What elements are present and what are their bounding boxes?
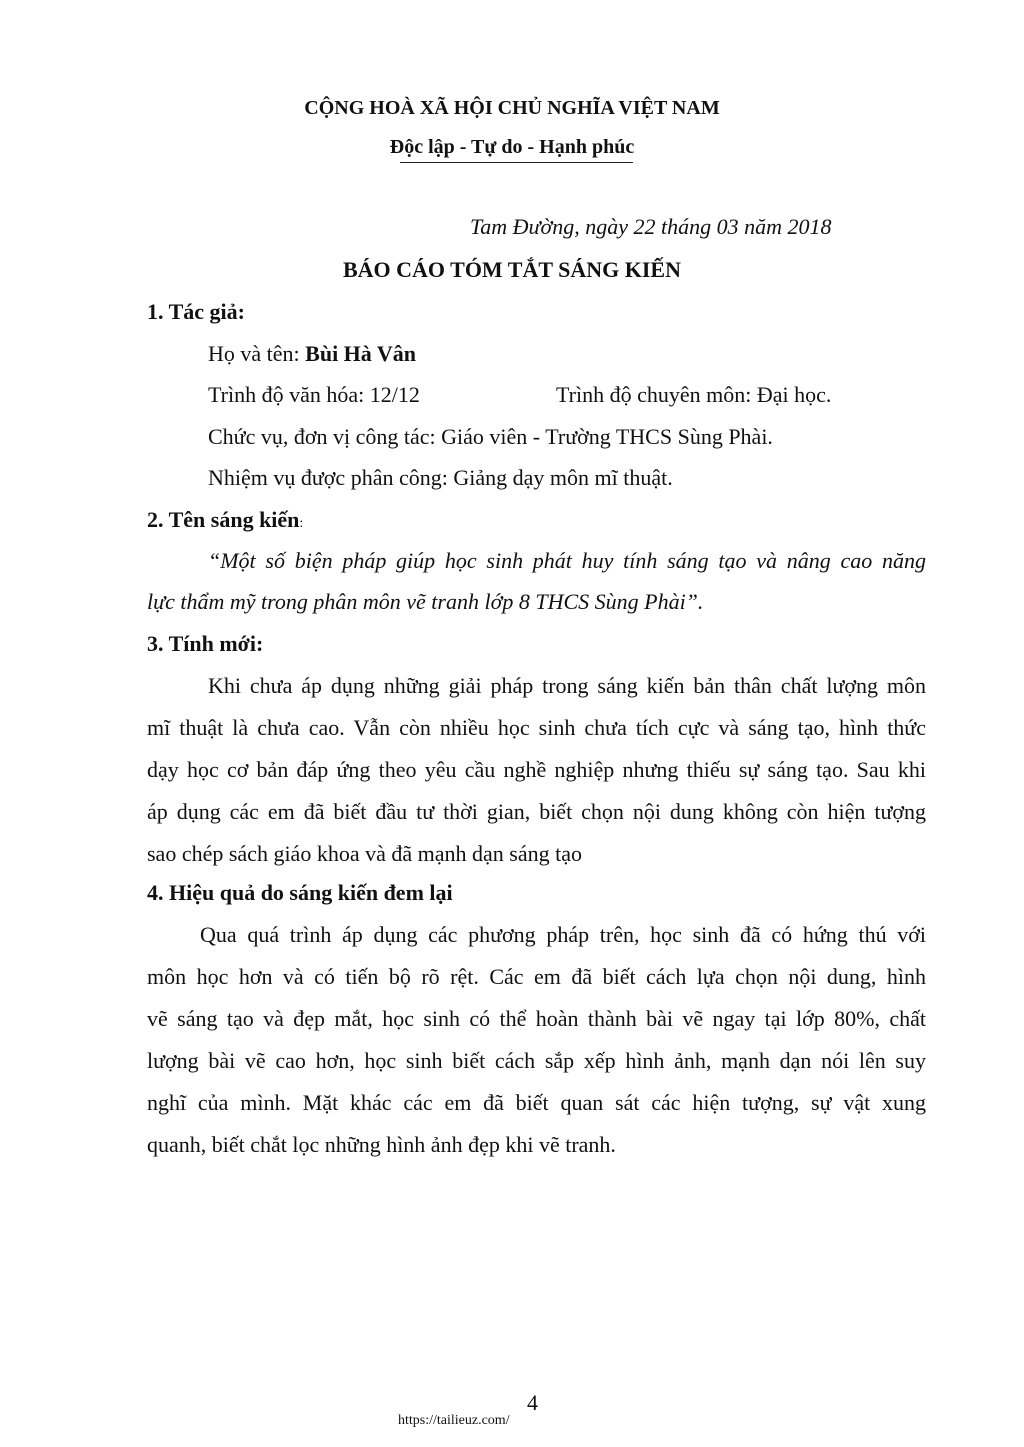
page-number: 4 (527, 1390, 538, 1415)
author-name-label: Họ và tên: (208, 341, 306, 366)
section3-heading: 3. Tính mới: (147, 631, 264, 656)
assigned-duty: Nhiệm vụ được phân công: Giảng dạy môn mĩ thuật. (208, 465, 673, 490)
effect-line-6: quanh, biết chắt lọc những hình ảnh đẹp khi vẽ tranh. (147, 1132, 616, 1157)
novelty-line-1: Khi chưa áp dụng những giải pháp trong sáng kiến bản thân chất lượng môn (208, 673, 926, 698)
source-url[interactable]: https://tailieuz.com/ (398, 1413, 510, 1428)
section4-heading: 4. Hiệu quả do sáng kiến đem lại (147, 880, 453, 905)
novelty-line-2: mĩ thuật là chưa cao. Vẫn còn nhiều học sinh chưa tích cực và sáng tạo, hình thức (147, 715, 926, 740)
novelty-line-5: sao chép sách giáo khoa và đã mạnh dạn sáng tạo (147, 841, 582, 866)
section1-heading: 1. Tác giả: (147, 299, 245, 324)
author-name-value: Bùi Hà Vân (305, 341, 417, 366)
place-date: Tam Đường, ngày 22 tháng 03 năm 2018 (470, 214, 832, 239)
effect-line-3: vẽ sáng tạo và đẹp mắt, học sinh có thể hoàn thành bài vẽ ngay tại lớp 80%, chất (147, 1006, 926, 1031)
novelty-line-4: áp dụng các em đã biết đầu tư thời gian, biết chọn nội dung không còn hiện tượng (147, 799, 926, 824)
section2-heading-colon: : (299, 516, 304, 531)
novelty-line-3: dạy học cơ bản đáp ứng theo yêu cầu nghề nghiệp nhưng thiếu sự sáng tạo. Sau khi (147, 757, 926, 782)
effect-line-2: môn học hơn và có tiến bộ rõ rệt. Các em đã biết cách lựa chọn nội dung, hình (147, 964, 926, 989)
effect-line-5: nghĩ của mình. Mặt khác các em đã biết quan sát các hiện tượng, sự vật xung (147, 1090, 926, 1115)
author-name-line (208, 341, 416, 367)
initiative-title-line2: lực thẩm mỹ trong phân môn vẽ tranh lớp 8 THCS Sùng Phài”. (147, 589, 704, 614)
professional-level: Trình độ chuyên môn: Đại học. (556, 382, 832, 407)
effect-line-4: lượng bài vẽ cao hơn, học sinh biết cách sắp xếp hình ảnh, mạnh dạn nói lên suy (147, 1048, 926, 1073)
report-title: BÁO CÁO TÓM TẮT SÁNG KIẾN (342, 257, 681, 282)
effect-line-1: Qua quá trình áp dụng các phương pháp trên, học sinh đã có hứng thú với (200, 922, 926, 947)
section2-heading-text: 2. Tên sáng kiến (147, 507, 300, 532)
initiative-title-line1: “Một số biện pháp giúp học sinh phát huy tính sáng tạo và nâng cao năng (208, 548, 926, 573)
national-motto: Độc lập - Tự do - Hạnh phúc (389, 136, 635, 158)
position-unit: Chức vụ, đơn vị công tác: Giáo viên - Trường THCS Sùng Phài. (208, 424, 773, 449)
section2-heading (147, 507, 303, 533)
country-name: CỘNG HOÀ XÃ HỘI CHỦ NGHĨA VIỆT NAM (304, 97, 720, 119)
motto-underline (400, 162, 633, 163)
education-level: Trình độ văn hóa: 12/12 (208, 382, 420, 407)
